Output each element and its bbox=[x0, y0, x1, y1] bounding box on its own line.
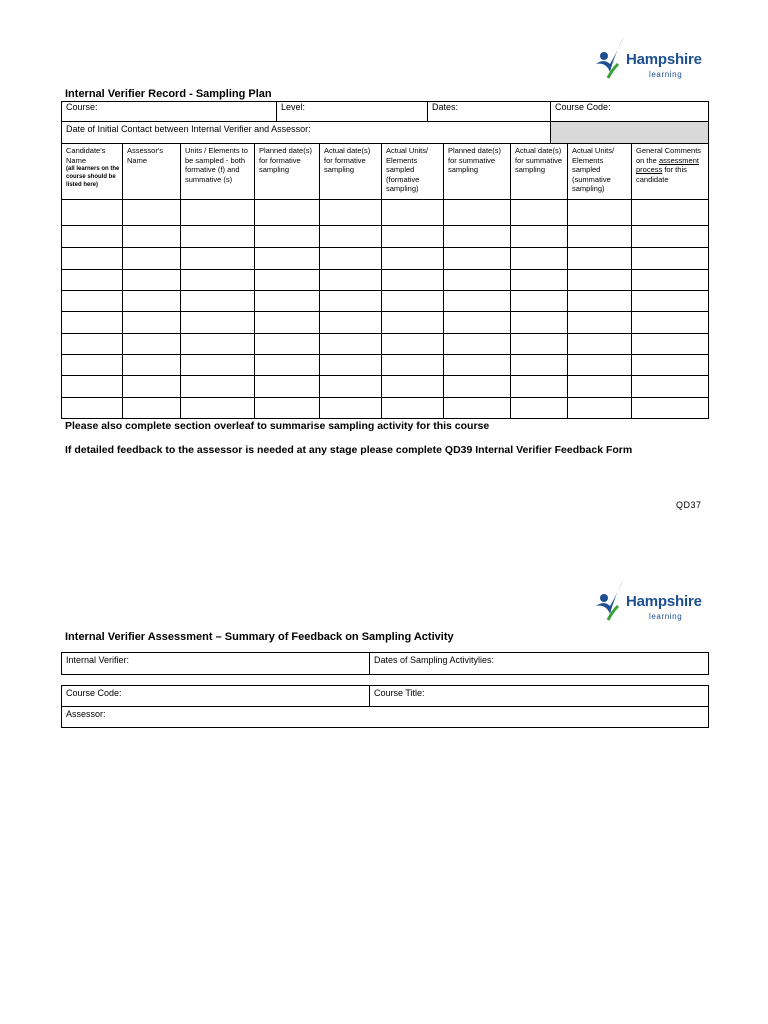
table-cell[interactable] bbox=[511, 291, 568, 312]
table-row bbox=[62, 248, 709, 270]
table-cell[interactable] bbox=[568, 334, 632, 355]
col-general-comments: General Comments on the assessment process for this candidate bbox=[632, 144, 709, 200]
table-cell[interactable] bbox=[320, 398, 382, 419]
table-cell[interactable] bbox=[382, 376, 444, 398]
table-cell[interactable] bbox=[123, 248, 181, 270]
table-cell[interactable] bbox=[632, 355, 709, 376]
overleaf-note: Please also complete section overleaf to summarise sampling activity for this course bbox=[65, 420, 490, 432]
table-cell[interactable] bbox=[444, 334, 511, 355]
col-assessor-name: Assessor's Name bbox=[123, 144, 181, 200]
table-cell[interactable] bbox=[181, 355, 255, 376]
course-header-table bbox=[61, 101, 709, 144]
initial-contact-field[interactable]: Date of Initial Contact between Internal Verifier and Assessor: bbox=[62, 122, 551, 144]
table-cell[interactable] bbox=[123, 312, 181, 334]
table-cell[interactable] bbox=[632, 312, 709, 334]
table-cell[interactable] bbox=[320, 291, 382, 312]
table-cell[interactable] bbox=[632, 226, 709, 248]
table-cell[interactable] bbox=[320, 376, 382, 398]
table-cell[interactable] bbox=[382, 398, 444, 419]
form-ref-qd37: QD37 bbox=[676, 500, 702, 510]
logo-brand-text: Hampshire bbox=[626, 593, 702, 610]
table-cell[interactable] bbox=[511, 200, 568, 226]
logo-sub-text: learning bbox=[649, 70, 683, 79]
table-cell[interactable] bbox=[568, 270, 632, 291]
course-assessor-table bbox=[61, 685, 709, 728]
sampling-dates-field[interactable]: Dates of Sampling Activitylies: bbox=[370, 653, 709, 675]
table-row bbox=[62, 312, 709, 334]
table-cell[interactable] bbox=[62, 291, 123, 312]
table-cell[interactable] bbox=[382, 355, 444, 376]
table-cell[interactable] bbox=[255, 355, 320, 376]
table-cell[interactable] bbox=[255, 312, 320, 334]
table-row bbox=[62, 334, 709, 355]
table-cell[interactable] bbox=[123, 334, 181, 355]
table-cell[interactable] bbox=[181, 398, 255, 419]
table-cell[interactable] bbox=[568, 398, 632, 419]
table-cell[interactable] bbox=[255, 398, 320, 419]
table-cell[interactable] bbox=[181, 248, 255, 270]
table-cell[interactable] bbox=[632, 248, 709, 270]
col-units-formative: Actual Units/ Elements sampled (formative sampling) bbox=[382, 144, 444, 200]
table-cell[interactable] bbox=[511, 398, 568, 419]
table-cell[interactable] bbox=[181, 270, 255, 291]
table-cell[interactable] bbox=[511, 355, 568, 376]
table-cell[interactable] bbox=[181, 376, 255, 398]
hampshire-logo-2 bbox=[594, 576, 704, 626]
verifier-dates-table bbox=[61, 652, 709, 675]
table-cell[interactable] bbox=[444, 270, 511, 291]
table-cell[interactable] bbox=[255, 334, 320, 355]
table-cell[interactable] bbox=[511, 376, 568, 398]
table-cell[interactable] bbox=[382, 270, 444, 291]
table-cell[interactable] bbox=[511, 226, 568, 248]
table-cell[interactable] bbox=[444, 398, 511, 419]
col-units-summative: Actual Units/ Elements sampled (summative sampling) bbox=[568, 144, 632, 200]
logo-brand-text: Hampshire bbox=[626, 51, 702, 68]
table-cell[interactable] bbox=[62, 270, 123, 291]
table-cell[interactable] bbox=[181, 200, 255, 226]
table-cell[interactable] bbox=[632, 270, 709, 291]
table-cell[interactable] bbox=[123, 355, 181, 376]
table-cell[interactable] bbox=[568, 376, 632, 398]
table-cell[interactable] bbox=[320, 248, 382, 270]
course-title-field[interactable]: Course Title: bbox=[370, 686, 709, 707]
course-field[interactable]: Course: bbox=[62, 102, 277, 122]
table-cell[interactable] bbox=[382, 226, 444, 248]
table-cell[interactable] bbox=[255, 291, 320, 312]
table-cell[interactable] bbox=[568, 226, 632, 248]
table-cell[interactable] bbox=[255, 270, 320, 291]
table-cell[interactable] bbox=[382, 334, 444, 355]
table-cell[interactable] bbox=[255, 200, 320, 226]
col-actual-summative: Actual date(s) for summative sampling bbox=[511, 144, 568, 200]
page1-title: Internal Verifier Record - Sampling Plan bbox=[65, 88, 272, 100]
table-row bbox=[62, 270, 709, 291]
table-cell[interactable] bbox=[62, 226, 123, 248]
page2-course-code-field[interactable]: Course Code: bbox=[62, 686, 370, 707]
table-cell[interactable] bbox=[62, 355, 123, 376]
logo-sub-text: learning bbox=[649, 612, 683, 621]
table-cell[interactable] bbox=[511, 334, 568, 355]
table-cell[interactable] bbox=[511, 312, 568, 334]
table-cell[interactable] bbox=[123, 200, 181, 226]
page2-title: Internal Verifier Assessment – Summary of Feedback on Sampling Activity bbox=[65, 631, 454, 643]
table-cell[interactable] bbox=[632, 398, 709, 419]
table-cell[interactable] bbox=[181, 312, 255, 334]
table-cell[interactable] bbox=[568, 291, 632, 312]
table-row bbox=[62, 398, 709, 419]
hampshire-logo bbox=[594, 34, 704, 84]
table-cell[interactable] bbox=[123, 226, 181, 248]
table-row bbox=[62, 355, 709, 376]
table-cell[interactable] bbox=[568, 312, 632, 334]
table-cell[interactable] bbox=[62, 334, 123, 355]
table-cell[interactable] bbox=[320, 200, 382, 226]
dates-field[interactable]: Dates: bbox=[428, 102, 551, 122]
table-cell[interactable] bbox=[444, 248, 511, 270]
table-cell[interactable] bbox=[320, 270, 382, 291]
table-row bbox=[62, 291, 709, 312]
table-cell[interactable] bbox=[123, 291, 181, 312]
table-cell[interactable] bbox=[444, 376, 511, 398]
table-cell[interactable] bbox=[255, 226, 320, 248]
table-cell[interactable] bbox=[181, 334, 255, 355]
col-candidate-name: Candidate's Name (all learners on the course should be listed here) bbox=[62, 144, 123, 200]
hampshire-figure-icon bbox=[594, 34, 630, 80]
table-cell[interactable] bbox=[444, 200, 511, 226]
table-cell[interactable] bbox=[568, 200, 632, 226]
table-cell[interactable] bbox=[181, 226, 255, 248]
table-cell[interactable] bbox=[382, 248, 444, 270]
table-cell[interactable] bbox=[181, 291, 255, 312]
table-cell[interactable] bbox=[255, 248, 320, 270]
col-actual-formative: Actual date(s) for formative sampling bbox=[320, 144, 382, 200]
table-cell[interactable] bbox=[320, 226, 382, 248]
hampshire-figure-icon bbox=[594, 576, 630, 622]
table-cell[interactable] bbox=[568, 355, 632, 376]
table-cell[interactable] bbox=[320, 312, 382, 334]
table-cell[interactable] bbox=[382, 312, 444, 334]
assessor-field[interactable]: Assessor: bbox=[62, 707, 709, 728]
col-units-to-sample: Units / Elements to be sampled - both formative (f) and summative (s) bbox=[181, 144, 255, 200]
level-field[interactable]: Level: bbox=[277, 102, 428, 122]
table-cell[interactable] bbox=[632, 334, 709, 355]
table-cell[interactable] bbox=[123, 376, 181, 398]
table-cell[interactable] bbox=[382, 200, 444, 226]
table-cell[interactable] bbox=[62, 248, 123, 270]
table-cell[interactable] bbox=[632, 291, 709, 312]
table-cell[interactable] bbox=[255, 376, 320, 398]
table-row bbox=[62, 226, 709, 248]
initial-contact-shaded-cell bbox=[551, 122, 709, 144]
table-cell[interactable] bbox=[320, 334, 382, 355]
table-cell[interactable] bbox=[444, 312, 511, 334]
feedback-form-note: If detailed feedback to the assessor is needed at any stage please complete QD39 Internal Verifier Feedback Form bbox=[65, 444, 633, 456]
table-cell[interactable] bbox=[62, 200, 123, 226]
table-cell[interactable] bbox=[123, 270, 181, 291]
table-cell[interactable] bbox=[511, 270, 568, 291]
table-cell[interactable] bbox=[444, 355, 511, 376]
internal-verifier-field[interactable]: Internal Verifier: bbox=[62, 653, 370, 675]
table-cell[interactable] bbox=[382, 291, 444, 312]
table-cell[interactable] bbox=[632, 376, 709, 398]
table-cell[interactable] bbox=[62, 312, 123, 334]
table-cell[interactable] bbox=[320, 355, 382, 376]
course-code-field[interactable]: Course Code: bbox=[551, 102, 709, 122]
table-row bbox=[62, 200, 709, 226]
table-cell[interactable] bbox=[511, 248, 568, 270]
table-cell[interactable] bbox=[444, 291, 511, 312]
table-cell[interactable] bbox=[444, 226, 511, 248]
table-cell[interactable] bbox=[62, 376, 123, 398]
table-cell[interactable] bbox=[632, 200, 709, 226]
table-cell[interactable] bbox=[123, 398, 181, 419]
sampling-plan-table bbox=[61, 143, 709, 419]
table-row bbox=[62, 376, 709, 398]
col-planned-summative: Planned date(s) for summative sampling bbox=[444, 144, 511, 200]
table-cell[interactable] bbox=[62, 398, 123, 419]
table-cell[interactable] bbox=[568, 248, 632, 270]
col-planned-formative: Planned date(s) for formative sampling bbox=[255, 144, 320, 200]
